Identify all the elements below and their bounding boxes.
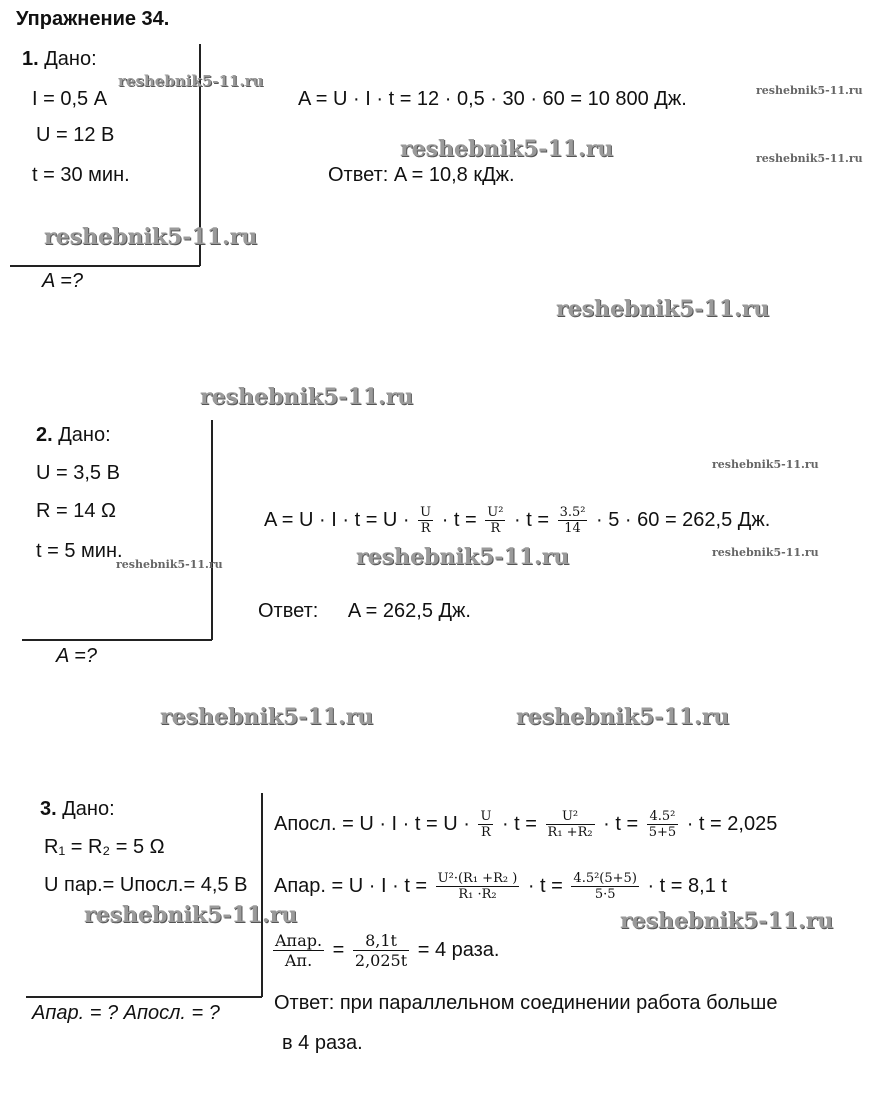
p3-l2-f1-num: U²·(R₁ +R₂ ): [437, 871, 518, 887]
p3-ratio-frac-a: [273, 931, 324, 970]
p3-ratio-tail: = 4 раза.: [417, 939, 500, 961]
p2-formula-mid2: · t =: [514, 509, 550, 531]
p2-frac-values: [558, 505, 588, 536]
watermark: reshebnik5-11.ru: [516, 704, 730, 730]
p3-find: Aпар. = ? Aпосл. = ?: [32, 1002, 220, 1024]
p3-ratio-eq: =: [332, 939, 345, 961]
watermark: reshebnik5-11.ru: [712, 546, 819, 559]
p3-given-resistances: R₁ = R₂ = 5 Ω: [44, 836, 165, 858]
p2-number: 2.: [36, 424, 53, 446]
p3-l1-tail: · t = 2,025: [686, 813, 778, 835]
p3-l1-frac-values: [647, 809, 678, 840]
watermark: reshebnik5-11.ru: [356, 544, 570, 570]
watermark: reshebnik5-11.ru: [556, 296, 770, 322]
p1-given-current: I = 0,5 А: [32, 88, 108, 110]
p3-given-vline: [261, 793, 263, 997]
p3-l1-f3-den: 5+5: [648, 825, 677, 841]
p1-formula: A = U · I · t = 12 · 0,5 · 30 · 60 = 10 800 Дж.: [298, 88, 687, 110]
watermark: reshebnik5-11.ru: [116, 558, 223, 571]
watermark: reshebnik5-11.ru: [400, 136, 614, 162]
p2-given-hline: [22, 639, 212, 641]
p3-l2-frac-values: [571, 871, 638, 902]
p3-l1-f1-den: R: [481, 825, 491, 841]
p1-answer: Ответ: A = 10,8 кДж.: [328, 164, 515, 186]
p3-given-hline: [26, 996, 262, 998]
watermark: reshebnik5-11.ru: [44, 224, 258, 250]
p2-frac3-num: 3.5²: [559, 505, 586, 521]
p3-line1-head: Aпосл. = U · I · t = U ·: [274, 813, 470, 835]
p3-l1-f3-num: 4.5²: [647, 809, 678, 825]
watermark: reshebnik5-11.ru: [756, 84, 863, 97]
p1-given-voltage: U = 12 В: [36, 124, 115, 146]
p3-line-parallel: [274, 866, 727, 906]
watermark: reshebnik5-11.ru: [160, 704, 374, 730]
p2-frac3-den: 14: [564, 521, 581, 537]
p2-frac2-den: R: [490, 521, 501, 537]
p2-formula: [264, 500, 770, 540]
p3-l2-frac-formula: [436, 871, 520, 902]
p1-given-time: t = 30 мин.: [32, 164, 130, 186]
p2-frac1-num: U: [420, 505, 432, 521]
p3-l2-f2-den: 5·5: [594, 887, 616, 903]
p2-formula-mid1: · t =: [441, 509, 477, 531]
p2-find: A =?: [56, 645, 97, 667]
p3-ratio-f2-den: 2,025t: [354, 951, 408, 971]
p3-ratio: [270, 928, 500, 972]
p3-ratio-f1-den: Aп.: [284, 951, 313, 971]
p2-frac1-den: R: [420, 521, 431, 537]
p3-l2-f1-den: R₁ ·R₂: [458, 887, 497, 903]
p3-given-voltage: U пар.= Uпосл.= 4,5 В: [44, 874, 248, 896]
p2-formula-head: A = U · I · t = U ·: [264, 509, 410, 531]
p3-l1-f2-den: R₁ +R₂: [547, 825, 593, 841]
p2-frac2-num: U²: [487, 505, 504, 521]
p3-answer-line2: в 4 раза.: [282, 1032, 363, 1054]
p2-frac-u2-over-r: [485, 505, 505, 536]
p3-given-label: Дано:: [62, 798, 115, 820]
p3-l1-f2-num: U²: [546, 809, 595, 825]
p1-number: 1.: [22, 48, 39, 70]
p2-answer-label: Ответ:: [258, 600, 319, 622]
p3-l2-mid: · t =: [527, 875, 563, 897]
watermark: reshebnik5-11.ru: [84, 902, 298, 928]
p3-ratio-frac-values: [353, 931, 409, 970]
p3-ratio-f1-num: Aпар.: [275, 931, 323, 951]
p3-l1-mid2: · t =: [603, 813, 639, 835]
p3-l2-f2-num: 4.5²(5+5): [573, 871, 637, 887]
watermark: reshebnik5-11.ru: [712, 458, 819, 471]
watermark: reshebnik5-11.ru: [200, 384, 414, 410]
p3-l1-mid1: · t =: [501, 813, 537, 835]
p2-given-time: t = 5 мин.: [36, 540, 123, 562]
p3-l1-f1-num: U: [480, 809, 492, 825]
p1-find: A =?: [42, 270, 83, 292]
p3-line-series: [274, 804, 777, 844]
p2-given-voltage: U = 3,5 В: [36, 462, 120, 484]
p2-given-label: Дано:: [58, 424, 111, 446]
p2-given-resistance: R = 14 Ω: [36, 500, 116, 522]
p3-line2-head: Aпар. = U · I · t =: [274, 875, 428, 897]
p1-given-hline: [10, 265, 200, 267]
watermark: reshebnik5-11.ru: [756, 152, 863, 165]
p3-l2-tail: · t = 8,1 t: [647, 875, 727, 897]
p3-ratio-f2-num: 8,1t: [353, 931, 409, 951]
page-title: Упражнение 34.: [16, 8, 170, 30]
p2-formula-tail: · 5 · 60 = 262,5 Дж.: [596, 509, 771, 531]
watermark: reshebnik5-11.ru: [118, 72, 264, 90]
p3-l1-frac-u2-over-rsum: [546, 809, 595, 840]
p3-header: [40, 798, 115, 821]
p3-l1-frac-u-over-r: [478, 809, 493, 840]
p2-given-vline: [211, 420, 213, 640]
p3-number: 3.: [40, 798, 57, 820]
p3-answer-line1: Ответ: при параллельном соединении работа больше: [274, 992, 778, 1014]
p1-given-label: Дано:: [44, 48, 97, 70]
p1-header: [22, 48, 97, 71]
p2-header: [36, 424, 111, 447]
p2-answer-value: A = 262,5 Дж.: [347, 600, 471, 622]
p2-answer: [258, 600, 471, 623]
p2-frac-u-over-r: [418, 505, 433, 536]
watermark: reshebnik5-11.ru: [620, 908, 834, 934]
